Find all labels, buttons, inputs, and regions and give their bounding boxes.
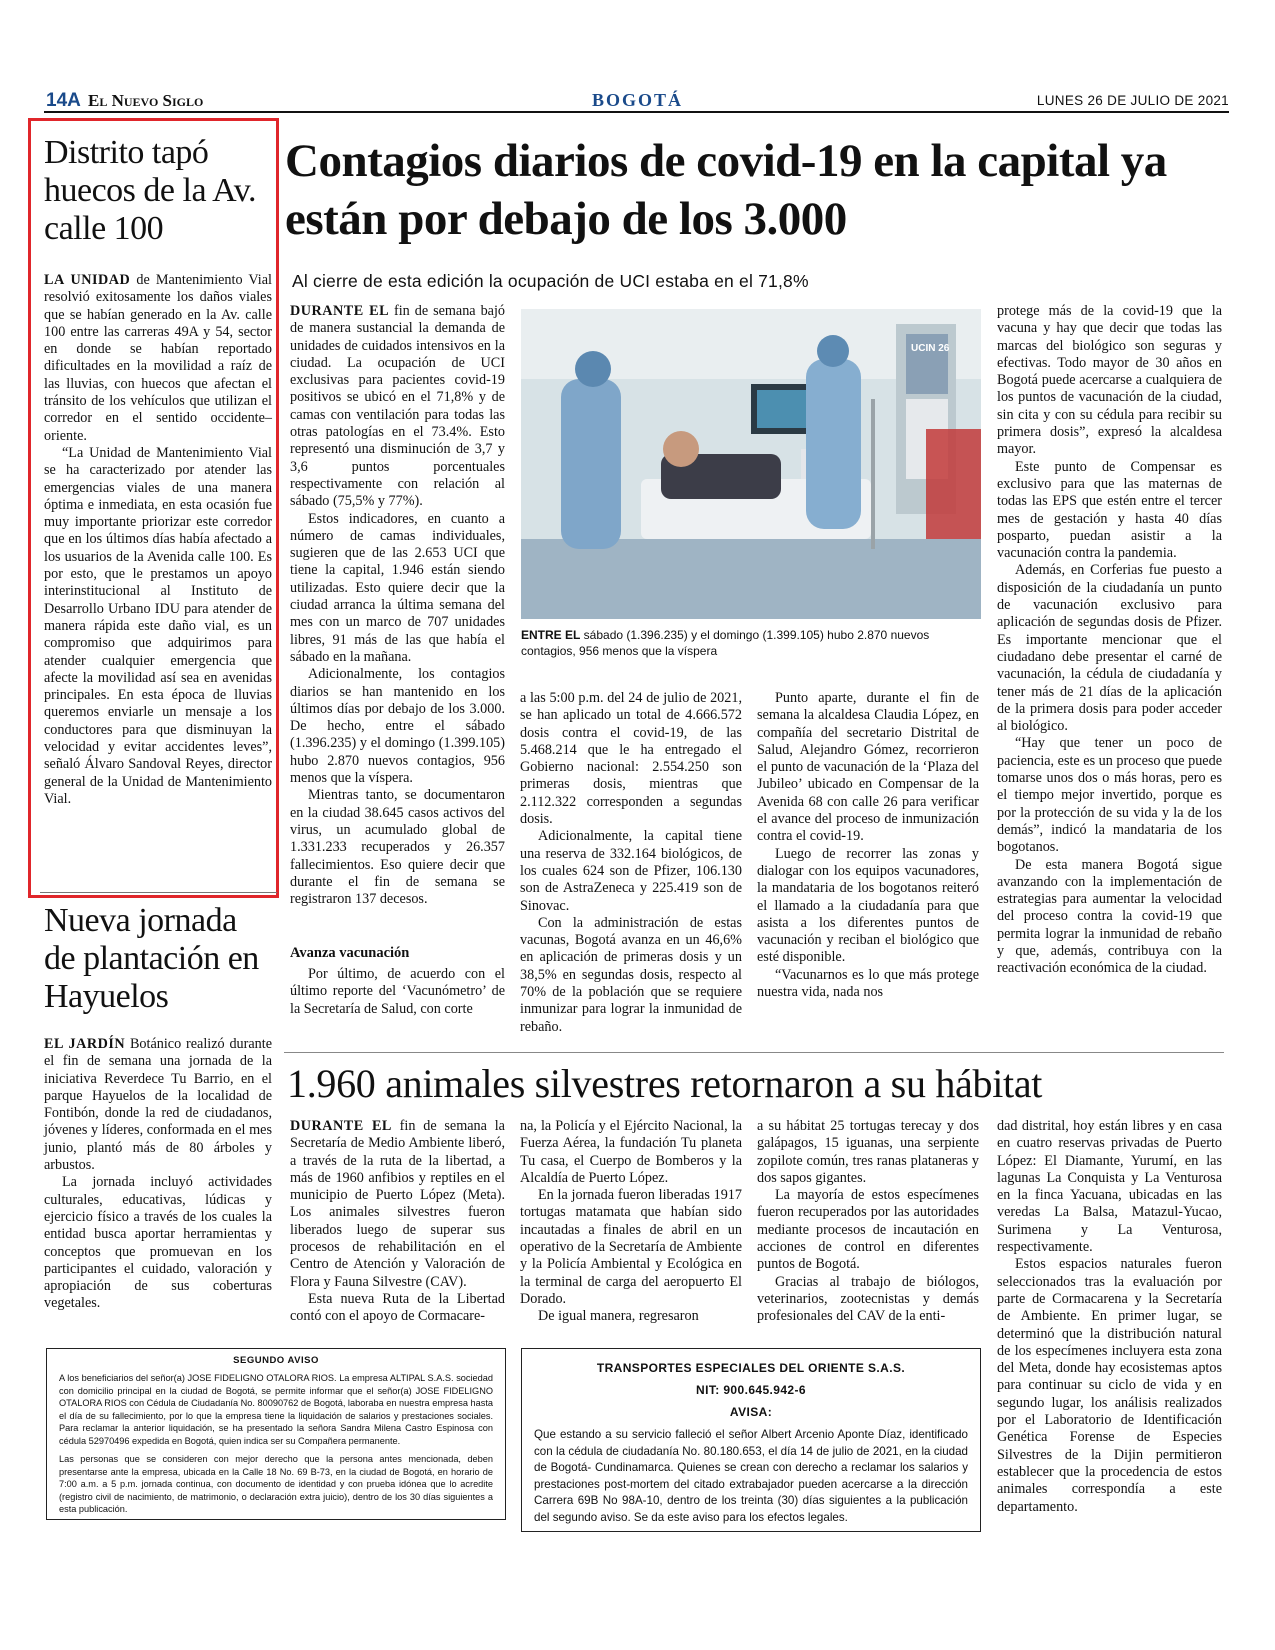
newspaper-name: El Nuevo Siglo [88, 91, 204, 110]
main-c3-p3: “Vacunarnos es lo que más protege nuestra vida, nada nos [757, 966, 979, 1001]
sidebar1-p1: de Mantenimiento Vial resolvió exitosamente los daños viales que se habían generado en la Av. calle 100 entre las carreras 49A y 54, sector en donde se habían reportado dificultades en la movilidad a raíz de las lluvias, con huecos que afectan el tránsito de los vehículos que utilizan el corredor en el sentido occidente–oriente. [44, 272, 272, 444]
article2-headline: 1.960 animales silvestres retornaron a su hábitat [287, 1061, 1043, 1106]
legal-notice-transportes [521, 1348, 981, 1532]
main-c2-p2: Adicionalmente, la capital tiene una reserva de 332.164 biológicos, de los cuales 624 son de Pfizer, 106.130 son de AstraZeneca y 225.419 son de Sinovac. [520, 828, 742, 914]
main-c1-p1: fin de semana bajó de manera sustancial la demanda de unidades de cuidados intensivos en la ciudad. La ocupación de UCI exclusivas para pacientes covid-19 positivos se ubicó en el 71,8% y de camas con ventilación para todas las otras patologías en el 73.4%. Esto representó una disminución de 3,7 y 3,6 puntos porcentuales respectivamente con relación al sábado (75,5% y 77%). [290, 303, 505, 510]
sidebar2-p2: La jornada incluyó actividades culturales, educativas, lúdicas y ejercicio físico a través de los cuales la entidad busca aportar herramientas y conceptos que promuevan en los participantes el cuidado, valoración y apropiación de sus coberturas vegetales. [44, 1174, 272, 1312]
sidebar2-p1: Botánico realizó durante el fin de semana una jornada de la iniciativa Reverdece Tu Barrio, en el parque Hayuelos de la localidad de Fontibón, donde la red de ciudadanos, jóvenes y líderes, conformada en el mes junio, plantó más de 80 árboles y arbustos. [44, 1036, 272, 1174]
page-number: 14A [46, 90, 81, 111]
legal-notice-altipal [46, 1348, 506, 1520]
photo-caption-lead: ENTRE EL [521, 628, 581, 642]
main-c4-p2: Este punto de Compensar es exclusivo para que las maternas de todas las EPS que estén entre el tercer mes de gestación y hasta 40 días posparto, puedan asistir a la vacunación contra la pandemia. [997, 458, 1222, 562]
article2-c4-p2: Estos espacios naturales fueron seleccionados tras la evaluación por parte de Cormacarena y la Secretaría de Ambiente. En primer lugar, se determinó que la distribución natural de los especímenes incluyera esta zona del Meta, donde hay ecosistemas aptos para continuar su ciclo de vida y en segundo lugar, los análisis realizados por el Laboratorio de Identificación Genética Forense de Especies Silvestres de la Dijin permitieron establecer que la procedencia de estos animales correspondía a este departamento. [997, 1256, 1222, 1515]
main-column-3 [757, 690, 979, 1001]
main-c3-p2: Luego de recorrer las zonas y dialogar con los equipos vacunadores, la mandataria de los bogotanos reiteró el llamado a la ciudadanía para que asista a los diferentes puntos de vacunación y reciban el biológico que esté disponible. [757, 845, 979, 966]
main-column-1 [290, 303, 505, 908]
article2-c4-p1: dad distrital, hoy están libres y en casa en cuatro reservas privadas de Puerto López: El Diamante, Yurumí, en las lagunas La Conquista y La Venturosa en la finca Yacuana, ubicadas en las veredas La Balsa, Matazul-Yucao, Surimena y La Venturosa, respectivamente. [997, 1118, 1222, 1256]
article2-c3-p2: La mayoría de estos especímenes fueron recuperados por las autoridades mediante procesos de incautación en acciones de control en diferentes puntos de Bogotá. [757, 1187, 979, 1273]
main-c4-p5: De esta manera Bogotá sigue avanzando con la implementación de estrategias para aumentar la velocidad del proceso contra la covid-19 que permita lograr la inmunidad de rebaño y que, además, contribuya con la reactivación económica de la ciudad. [997, 856, 1222, 977]
ad1-paragraph-2: Las personas que se consideren con mejor derecho que la persona antes mencionada, deben presentarse ante la empresa, ubicada en la Calle 18 No. 69 B-73, en la ciudad de Bogotá, en horario de 7:00 a.m. a 5 p.m. jornada continua, con documento de identidad y con prueba idónea que lo acredite (registro civil de nacimiento, de matrimonio, o declaración extra juicio), dentro de los 30 días siguientes a esta publicación. [59, 1454, 493, 1514]
article2-column-1 [290, 1118, 505, 1326]
main-c4-p4: “Hay que tener un poco de paciencia, este es un proceso que puede tomarse unos dos o más horas, pero es el tiempo mejor invertido, porque es por la protección de su vida y la de los demás”, indicó la mandataria de los bogotanos. [997, 735, 1222, 856]
sidebar-divider [40, 892, 277, 893]
icu-scene-illustration [521, 309, 981, 619]
article2-c1-p1: fin de semana la Secretaría de Medio Ambiente liberó, a través de la ruta de la libertad, a más de 1960 anfibios y reptiles en el municipio de Puerto López (Meta). Los animales silvestres fueron liberados luego de superar sus procesos de rehabilitación en el Centro de Atención y Valoración de Flora y Fauna Silvestre (CAV). [290, 1118, 505, 1290]
ad2-text: Que estando a su servicio falleció el señor Albert Arcenio Aponte Díaz, identificado con la cédula de ciudadanía No. 80.180.653, el día 14 de julio de 2021, en la ciudad de Bogotá- Cundinamarca. Quienes se crean con derecho a reclamar los salarios y prestaciones post-mortem del citado extrabajador pueden acercarse a la dirección Carrera 69B No 98A-10, dentro de los treinta (30) días siguientes a la publicación del segundo aviso. Se da este aviso para los efectos legales. [534, 1428, 968, 1524]
main-subheadline: Al cierre de esta edición la ocupación de UCI estaba en el 71,8% [292, 271, 809, 291]
icu-sign: UCIN 26 [911, 343, 950, 354]
article2-c1-p2: Esta nueva Ruta de la Libertad contó con el apoyo de Cormacare- [290, 1290, 505, 1325]
article2-c2-p1: na, la Policía y el Ejército Nacional, la Fuerza Aérea, la fundación Tu planeta Tu casa, el Cuerpo de Bomberos y la Alcaldía de Puerto López. [520, 1118, 742, 1186]
article2-column-3 [757, 1118, 979, 1326]
article2-column-2 [520, 1118, 742, 1326]
main-column-1b [290, 966, 505, 1018]
issue-date: LUNES 26 DE JULIO DE 2021 [1036, 93, 1229, 108]
article2-column-4 [997, 1118, 1222, 1516]
main-subhead: Avanza vacunación [290, 945, 410, 961]
ad2-nit: NIT: 900.645.942-6 [696, 1383, 806, 1397]
main-column-2 [520, 690, 742, 1036]
ad1-paragraph-1: A los beneficiarios del señor(a) JOSE FIDELIGNO OTALORA RIOS. La empresa ALTIPAL S.A.S. sociedad con domicilio principal en la ciudad de Bogotá, se permite informar que el señor(a) JOSE FIDELIGNO OTALORA RIOS con Cédula de Ciudadanía No. 80090762 de Bogotá, laboraba en nuestra empresa hasta el día de su fallecimiento, por lo que la empresa tiene la liquidación de salarios y prestaciones sociales. Para reclamar la anterior liquidación, se ha presentado la señora Sandra Milena Castro Espinosa con cédula 52970496 expedida en Bogotá, quien indica ser su Compañera permanente. [59, 1373, 493, 1446]
article2-lead: DURANTE EL [290, 1118, 392, 1134]
ad2-label: AVISA: [729, 1405, 773, 1419]
main-c1-p5: Por último, de acuerdo con el último reporte del ‘Vacunómetro’ de la Secretaría de Salud, con corte [290, 966, 505, 1017]
main-headline: Contagios diarios de covid-19 en la capital ya están por debajo de los 3.000 [285, 135, 1167, 245]
main-c2-p1: a las 5:00 p.m. del 24 de julio de 2021, se han aplicado un total de 4.666.572 dosis contra el covid-19, de las 5.468.214 que le ha entregado el Gobierno nacional: 2.554.250 son primeras dosis, mientras que 2.112.322 corresponden a segundas dosis. [520, 690, 742, 828]
ad1-heading: SEGUNDO AVISO [233, 1355, 319, 1366]
article2-c3-p3: Gracias al trabajo de biólogos, veterinarios, zootecnistas y demás profesionales del CAV de la enti- [757, 1273, 979, 1325]
main-c2-p3: Con la administración de estas vacunas, Bogotá avanza en un 46,6% en aplicación de primeras dosis y un 38,5% en segundas dosis, respecto al 70% de la población que se requiere inmunizar para lograr la inmunidad de rebaño. [520, 914, 742, 1035]
main-c3-p1: Punto aparte, durante el fin de semana la alcaldesa Claudia López, en compañía del secretario Distrital de Salud, Alejandro Gómez, recorrieron el punto de vacunación de la ‘Plaza del Jubileo’ ubicado en Compensar de la Avenida 68 con calle 26 para verificar el avance del proceso de inmunización contra el covid-19. [757, 690, 979, 845]
sidebar1-body [44, 272, 272, 808]
main-c1-p3: Adicionalmente, los contagios diarios se han mantenido en los últimos días por debajo de los 3.000. De hecho, entre el sábado (1.396.235) y el domingo (1.399.105) hubo 2.870 nuevos contagios, 956 menos que la víspera. [290, 666, 505, 787]
sidebar2-body [44, 1036, 272, 1313]
sidebar2-headline: Nueva jornada de plantación en Hayuelos [44, 902, 259, 1015]
photo-caption [521, 627, 981, 659]
article2-c2-p2: En la jornada fueron liberadas 1917 tortugas matamata que habían sido incautadas a finales de abril en un operativo de la Secretaría de Ambiente y la Policía Ambiental y Ecológica en la terminal de carga del aeropuerto El Dorado. [520, 1187, 742, 1307]
sidebar2-lead: EL JARDÍN [44, 1036, 126, 1052]
sidebar1-p2: “La Unidad de Mantenimiento Vial se ha caracterizado por atender las emergencias viales de una manera óptima e inmediata, en esta ocasión fue muy importante priorizar este corredor que en los últimos días había afectado a los usuarios de la Avenida calle 100. Es por esto, que le prestamos un apoyo interinstitucional al Instituto de Desarrollo Urbano IDU para atender de manera rápida este daño vial, es un compromiso que adquirimos para atender cualquier emergencia que afecte la movilidad así sea en avenidas principales. En esta época de lluvias queremos enviarle un mensaje a los conductores para que disminuyan la velocidad y evitar accidentes leves”, señaló Álvaro Sandoval Reyes, director general de la Unidad de Mantenimiento Vial. [44, 444, 272, 807]
sidebar1-headline: Distrito tapó huecos de la Av. calle 100 [44, 134, 256, 247]
main-c1-p4: Mientras tanto, se documentaron en la ciudad 38.645 casos activos del virus, un acumulado global de 1.331.233 recuperados y 26.357 fallecimientos. Eso quiere decir que durante el fin de semana se registraron 137 decesos. [290, 787, 505, 908]
photo-caption-text: sábado (1.396.235) y el domingo (1.399.105) hubo 2.870 nuevos contagios, 956 menos que la víspera [521, 628, 930, 658]
main-c1-p2: Estos indicadores, en cuanto a número de camas individuales, sugieren que de las 2.653 UCI que tiene la capital, 1.946 están siendo utilizadas. Esto quiere decir que la ciudad arranca la última semana del mes con un marco de 707 unidades libres, 91 más de las que había el sábado en la mañana. [290, 510, 505, 665]
main-column-4 [997, 303, 1222, 978]
main-c4-p1: protege más de la covid-19 que la vacuna y hay que decir que todas las marcas del biológico son seguras y efectivas. Todo mayor de 30 años en Bogotá puede acercarse a cualquiera de los puntos de vacunación de la ciudad, sin cita y con su cédula para recibir su primera dosis”, expresó la alcaldesa mayor. [997, 303, 1222, 458]
main-lead: DURANTE EL [290, 303, 390, 319]
sidebar1-lead: LA UNIDAD [44, 272, 131, 288]
header-divider [44, 111, 1229, 113]
article-divider [284, 1052, 1224, 1053]
article2-c2-p3: De igual manera, regresaron [538, 1308, 699, 1325]
main-c4-p3: Además, en Corferias fue puesto a disposición de la ciudadanía un punto de vacunación exclusivo para aplicación de segundas dosis de Pfizer. Es importante mencionar que el ciudadano debe presentar el carné de vacunación, la cédula de ciudadanía y tener más de 21 días de la aplicación de la primera dosis para poder acceder al biológico. [997, 562, 1222, 735]
section-title: BOGOTÁ [592, 90, 684, 110]
ad2-heading: TRANSPORTES ESPECIALES DEL ORIENTE S.A.S. [596, 1361, 906, 1375]
article2-c3-p1: a su hábitat 25 tortugas terecay y dos galápagos, 15 iguanas, una serpiente zopilote común, tres ranas plataneras y dos sapos gigantes. [757, 1118, 979, 1186]
hospital-photo [521, 309, 981, 619]
